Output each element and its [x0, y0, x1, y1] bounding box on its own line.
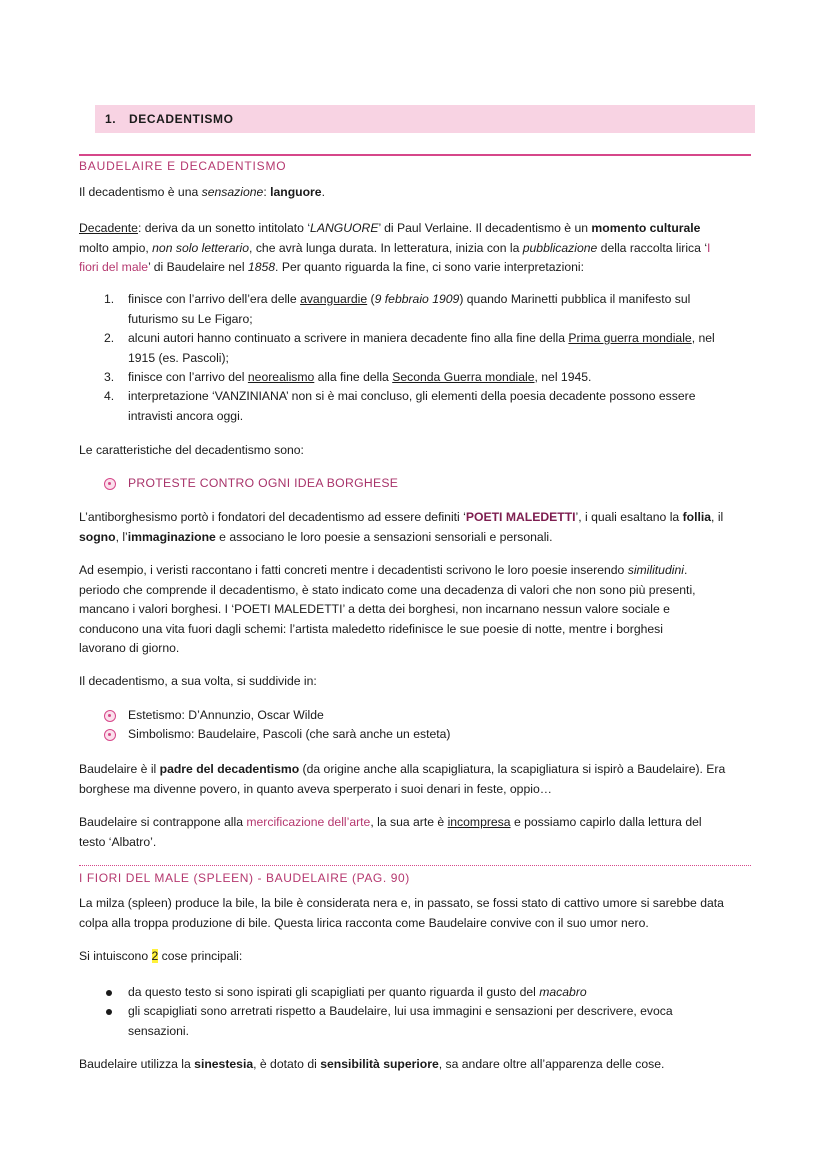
text-span: ) quando Marinetti pubblica il manifesto sul: [459, 292, 691, 306]
text-line: [79, 760, 751, 780]
text-span: .: [321, 185, 325, 199]
section-title: I FIORI DEL MALE (SPLEEN) - BAUDELAIRE (PAG. 90): [79, 871, 410, 885]
text-span: 1.: [105, 112, 117, 126]
text-span: follia: [682, 510, 712, 524]
text-span: borghese ma divenne povero, in quanto aveva sperperato i suoi denari in feste, oppio…: [79, 781, 552, 796]
text-span: macabro: [539, 985, 587, 999]
text-span: Il decadentismo è una: [79, 185, 202, 199]
intro-paragraph: [79, 183, 751, 203]
text-span: molto ampio,: [79, 240, 153, 255]
flower-bullet-icon: [104, 478, 116, 490]
list-number: 3.: [104, 370, 115, 384]
text-span: .: [683, 563, 688, 577]
intuiscono-line: [79, 947, 751, 967]
text-line: [79, 219, 751, 239]
heading-box: [95, 105, 755, 133]
text-span: sensibilità superiore: [320, 1057, 439, 1071]
text-line: [79, 528, 751, 548]
text-span: ’, i quali esaltano la: [575, 510, 683, 524]
text-span: POETI MALEDETTI: [465, 510, 576, 524]
text-span: 1915 (es. Pascoli);: [128, 350, 229, 365]
text-span: immaginazione: [127, 529, 216, 544]
text-span: alla fine della: [314, 370, 393, 384]
list-item: [128, 387, 750, 426]
text-span: , la sua arte è: [370, 815, 448, 829]
text-span: , è dotato di: [253, 1057, 321, 1071]
subtype-item: Simbolismo: Baudelaire, Pascoli (che sarà anche un esteta): [128, 727, 451, 741]
section-divider: [79, 154, 751, 156]
text-span: Si intuiscono: [79, 949, 152, 963]
text-span: mercificazione dell’arte: [246, 815, 371, 829]
text-span: gli scapigliati sono arretrati rispetto a Baudelaire, lui usa immagini e sensazioni per descrivere, evoca: [128, 1004, 673, 1018]
list-number: 1.: [104, 292, 115, 306]
text-span: e possiamo capirlo dalla lettura del: [510, 815, 702, 829]
text-span: sensazioni.: [128, 1023, 189, 1038]
padre-paragraph: [79, 760, 751, 799]
list-item: [128, 983, 750, 1003]
text-span: L’antiborghesismo portò i fondatori del decadentismo ad essere definiti ‘: [79, 510, 466, 524]
antiborghesismo-paragraph: [79, 508, 751, 547]
spleen-paragraph: [79, 894, 751, 933]
text-span: , nel 1945.: [534, 370, 592, 384]
text-span: Prima guerra mondiale: [568, 331, 692, 345]
text-span: Seconda Guerra mondiale: [392, 370, 535, 384]
text-span: finisce con l’arrivo del: [128, 370, 248, 384]
subdivide-line: Il decadentismo, a sua volta, si suddivide in:: [79, 674, 317, 688]
text-line: [79, 561, 751, 581]
text-span: intravisti ancora oggi.: [128, 408, 244, 423]
text-span: DECADENTISMO: [129, 112, 234, 126]
text-span: cose principali:: [158, 949, 243, 963]
list-item: [128, 329, 750, 368]
text-span: alcuni autori hanno continuato a scrivere in maniera decadente fino alla fine della: [128, 331, 569, 345]
text-span: padre del decadentismo: [159, 762, 300, 776]
text-span: mancano i valori borghesi. I ‘POETI MALEDETTI’ a detta dei borghesi, non incarnano nessun valore sociale e: [79, 602, 670, 616]
flower-bullet-icon: [104, 710, 116, 722]
bullet-icon: [106, 990, 112, 996]
text-span: della raccolta lirica ‘: [597, 240, 708, 255]
text-span: fiori del male: [79, 260, 149, 274]
text-span: futurismo su Le Figaro;: [128, 311, 253, 326]
text-span: , il: [711, 510, 724, 524]
veristi-paragraph: [79, 561, 751, 659]
text-span: I: [707, 240, 711, 255]
text-span: La milza (spleen) produce la bile, la bile è considerata nera e, in passato, se fossi stato di cattivo umore si sarebbe data: [79, 896, 724, 910]
section-title: BAUDELAIRE E DECADENTISMO: [79, 159, 287, 173]
section-divider: [79, 865, 751, 866]
text-span: sensazione: [201, 185, 264, 199]
text-line: [128, 329, 750, 349]
text-span: (: [367, 292, 375, 306]
list-item: [128, 1002, 750, 1041]
text-line: [79, 239, 751, 259]
subtype-item: Estetismo: D’Annunzio, Oscar Wilde: [128, 708, 324, 722]
text-span: 1858: [247, 260, 276, 274]
text-span: (da origine anche alla scapigliatura, la scapigliatura si ispirò a Baudelaire). Era: [299, 762, 726, 776]
text-span: momento culturale: [591, 221, 701, 235]
text-line: [79, 813, 751, 833]
text-span: languore: [270, 185, 322, 199]
sinestesia-paragraph: [79, 1055, 751, 1075]
text-span: : deriva da un sonetto intitolato ‘: [137, 221, 311, 235]
text-span: , l’: [115, 529, 128, 544]
list-number: 4.: [104, 389, 115, 403]
text-span: lavorano di giorno.: [79, 641, 180, 655]
bullet-icon: [106, 1009, 112, 1015]
text-span: non solo letterario: [152, 240, 250, 255]
text-span: Baudelaire utilizza la: [79, 1057, 195, 1071]
text-span: testo ‘Albatro’.: [79, 834, 157, 849]
list-item: [128, 290, 750, 329]
text-span: interpretazione ‘VANZINIANA’ non si è mai concluso, gli elementi della poesia decadente possono essere: [128, 389, 696, 403]
text-span: sinestesia: [194, 1057, 254, 1071]
text-span: , sa andare oltre all’apparenza delle cose.: [438, 1057, 665, 1071]
text-span: finisce con l’arrivo dell’era delle: [128, 292, 301, 306]
text-span: neorealismo: [247, 370, 315, 384]
list-number: 2.: [104, 331, 115, 345]
text-span: avanguardie: [300, 292, 368, 306]
text-span: :: [263, 185, 271, 199]
characteristics-line: Le caratteristiche del decadentismo sono:: [79, 443, 304, 457]
text-span: . Per quanto riguarda la fine, ci sono varie interpretazioni:: [275, 260, 584, 274]
text-span: periodo che comprende il decadentismo, è stato indicato come una decadenza di valori che non sono più presenti,: [79, 582, 696, 597]
text-span: sogno: [79, 529, 116, 544]
text-span: 9 febbraio 1909: [374, 292, 460, 306]
text-span: LANGUORE: [310, 221, 379, 235]
text-span: ’ di Paul Verlaine. Il decadentismo è un: [378, 221, 592, 235]
text-span: ’ di Baudelaire nel: [148, 260, 248, 274]
text-span: incompresa: [447, 815, 511, 829]
text-span: colpa alla troppa produzione di bile. Questa lirica racconta come Baudelaire convive con il suo umor nero.: [79, 915, 649, 930]
text-span: e associano le loro poesie a sensazioni sensoriali e personali.: [215, 529, 553, 544]
text-span: 2: [151, 949, 159, 963]
flower-bullet-icon: [104, 729, 116, 741]
text-span: similitudini: [627, 563, 684, 577]
heading-title: [105, 112, 234, 126]
text-span: da questo testo si sono ispirati gli scapigliati per quanto riguarda il gusto del: [128, 985, 540, 999]
text-span: , che avrà lunga durata. In letteratura, inizia con la: [249, 240, 523, 255]
text-line: [79, 508, 751, 528]
text-span: , nel: [691, 331, 715, 345]
text-span: Decadente: [79, 221, 138, 235]
text-span: Baudelaire si contrappone alla: [79, 815, 247, 829]
list-item: [128, 368, 750, 388]
text-span: pubblicazione: [522, 240, 598, 255]
mercificazione-paragraph: [79, 813, 751, 852]
text-span: Baudelaire è il: [79, 762, 160, 776]
text-line: [128, 290, 750, 310]
text-span: conducono una vita fuori dagli schemi: l’artista maledetto ridefinisce le sue poesie di notte, mentre i borghesi: [79, 621, 663, 636]
text-span: Ad esempio, i veristi raccontano i fatti concreti mentre i decadentisti scrivono le loro poesie inserendo: [79, 563, 628, 577]
proteste-item: PROTESTE CONTRO OGNI IDEA BORGHESE: [128, 476, 399, 490]
text-line: [79, 258, 751, 278]
decadente-paragraph: [79, 219, 751, 278]
